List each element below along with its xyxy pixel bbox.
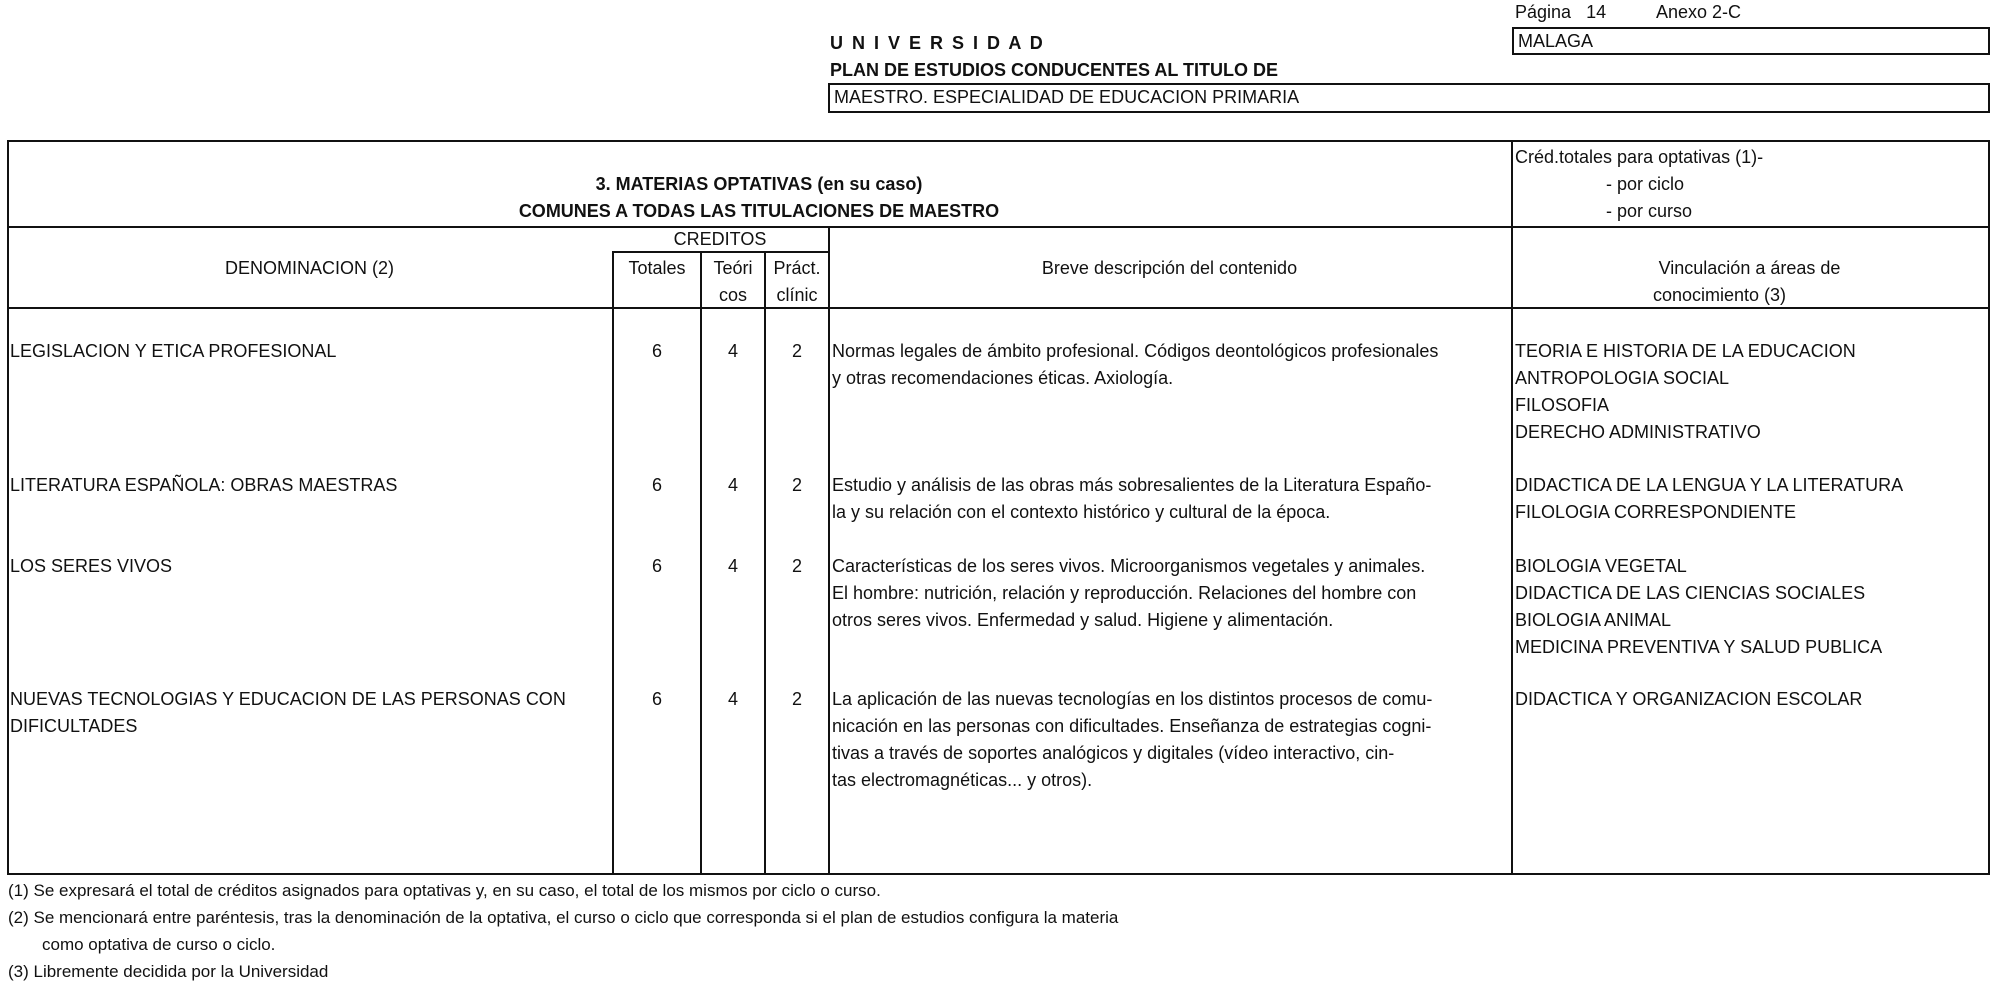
row-denominacion: NUEVAS TECNOLOGIAS Y EDUCACION DE LAS PERSONAS CON DIFICULTADES bbox=[10, 689, 566, 736]
row-denominacion: LOS SERES VIVOS bbox=[10, 556, 173, 576]
row-areas: DIDACTICA Y ORGANIZACION ESCOLAR bbox=[1515, 689, 1863, 709]
row-denominacion: LEGISLACION Y ETICA PROFESIONAL bbox=[10, 341, 337, 361]
col-vinculacion bbox=[1511, 255, 1988, 309]
row-practicos: 2 bbox=[791, 475, 802, 495]
row-descripcion: La aplicación de las nuevas tecnologías en los distintos procesos de comu- nicación en las personas con dificultades. Enseñanza de estrategias cogni- tivas a través de soportes analógicos y digitales (vídeo interactivo, cin- tas electromagnéticas... y otros). bbox=[832, 689, 1433, 790]
titulo-field bbox=[828, 83, 1990, 113]
footnote-2-cont: como optativa de curso o ciclo. bbox=[42, 935, 276, 954]
row-teoricos: 4 bbox=[727, 689, 738, 709]
col-descripcion: Breve descripción del contenido bbox=[1041, 258, 1298, 278]
row-descripcion: Características de los seres vivos. Microorganismos vegetales y animales. El hombre: nutrición, relación y reproducción. Relaciones del hombre con otros seres vivos. Enfermedad y salud. Higiene y alimentación. bbox=[832, 556, 1426, 630]
plan-label: PLAN DE ESTUDIOS CONDUCENTES AL TITULO DE bbox=[830, 60, 1279, 80]
col-totales: Totales bbox=[628, 258, 686, 278]
cred-por-curso: - por curso bbox=[1606, 201, 1693, 221]
row-areas: BIOLOGIA VEGETAL DIDACTICA DE LAS CIENCIAS SOCIALES BIOLOGIA ANIMAL MEDICINA PREVENTIVA Y SALUD PUBLICA bbox=[1515, 556, 1883, 657]
page-number: 14 bbox=[1586, 2, 1607, 22]
row-totales: 6 bbox=[651, 341, 662, 361]
col-practicos bbox=[764, 255, 830, 309]
row-practicos: 2 bbox=[791, 689, 802, 709]
footnote-3: (3) Libremente decidida por la Universidad bbox=[8, 962, 329, 981]
col-practicos-line2: clínic bbox=[776, 285, 818, 305]
row-practicos: 2 bbox=[791, 556, 802, 576]
col-denominacion: DENOMINACION (2) bbox=[224, 258, 394, 278]
row-teoricos: 4 bbox=[727, 556, 738, 576]
footnote-1: (1) Se expresará el total de créditos asignados para optativas y, en su caso, el total de los mismos por ciclo o curso. bbox=[8, 881, 881, 900]
col-vinculacion-line2: conocimiento (3) bbox=[1652, 285, 1787, 305]
section-title: 3. MATERIAS OPTATIVAS (en su caso) bbox=[595, 174, 923, 194]
row-areas: DIDACTICA DE LA LENGUA Y LA LITERATURA FILOLOGIA CORRESPONDIENTE bbox=[1515, 475, 1904, 522]
cred-totales-label: Créd.totales para optativas (1)- bbox=[1515, 147, 1764, 167]
row-descripcion: Estudio y análisis de las obras más sobresalientes de la Literatura Españo- la y su relación con el contexto histórico y cultural de la época. bbox=[832, 475, 1432, 522]
row-totales: 6 bbox=[651, 689, 662, 709]
titulo-value: MAESTRO. ESPECIALIDAD DE EDUCACION PRIMARIA bbox=[834, 87, 1300, 107]
row-teoricos: 4 bbox=[727, 475, 738, 495]
row-teoricos: 4 bbox=[727, 341, 738, 361]
row-denominacion: LITERATURA ESPAÑOLA: OBRAS MAESTRAS bbox=[10, 475, 398, 495]
footnote-2: (2) Se mencionará entre paréntesis, tras la denominación de la optativa, el curso o ciclo que corresponda si el plan de estudios configura la materia bbox=[8, 908, 1119, 927]
page-label bbox=[1515, 2, 1606, 23]
anexo-label: Anexo 2-C bbox=[1656, 2, 1742, 22]
row-descripcion: Normas legales de ámbito profesional. Códigos deontológicos profesionales y otras recomendaciones éticas. Axiología. bbox=[832, 341, 1439, 388]
universidad-label: U N I V E R S I D A D bbox=[830, 33, 1045, 53]
universidad-value: MALAGA bbox=[1518, 31, 1594, 51]
col-teoricos-line2: cos bbox=[718, 285, 747, 305]
row-practicos: 2 bbox=[791, 341, 802, 361]
pagina-label: Página bbox=[1515, 2, 1572, 22]
row-totales: 6 bbox=[651, 475, 662, 495]
col-teoricos-line1: Teóri bbox=[713, 258, 753, 278]
col-practicos-line1: Práct. bbox=[773, 258, 821, 278]
col-vinculacion-line1: Vinculación a áreas de bbox=[1658, 258, 1841, 278]
row-totales: 6 bbox=[651, 556, 662, 576]
universidad-field bbox=[1512, 27, 1990, 55]
section-subtitle: COMUNES A TODAS LAS TITULACIONES DE MAESTRO bbox=[518, 201, 1000, 221]
col-creditos: CREDITOS bbox=[673, 229, 767, 249]
col-teoricos bbox=[700, 255, 766, 309]
cred-por-ciclo: - por ciclo bbox=[1606, 174, 1685, 194]
row-areas: TEORIA E HISTORIA DE LA EDUCACION ANTROPOLOGIA SOCIAL FILOSOFIA DERECHO ADMINISTRATIVO bbox=[1515, 341, 1856, 442]
